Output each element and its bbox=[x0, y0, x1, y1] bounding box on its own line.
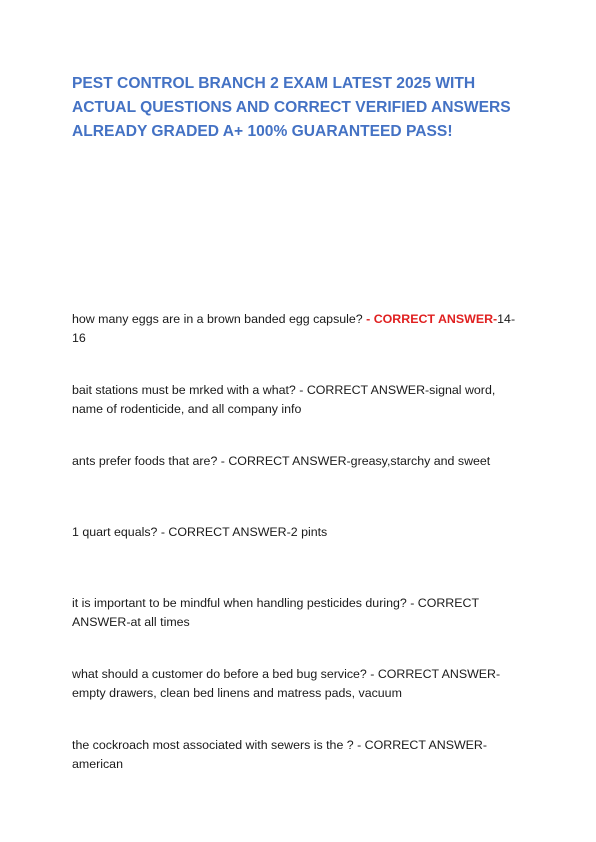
qa-question: what should a customer do before a bed bug service? bbox=[72, 667, 367, 681]
qa-question: the cockroach most associated with sewers is the ? bbox=[72, 738, 354, 752]
qa-answer: empty drawers, clean bed linens and matress pads, vacuum bbox=[72, 685, 402, 700]
qa-item bbox=[72, 665, 528, 702]
qa-answer-marker: - CORRECT ANSWER- bbox=[295, 383, 430, 397]
qa-answer: at all times bbox=[130, 614, 190, 629]
qa-question: 1 quart equals? bbox=[72, 525, 158, 539]
qa-list bbox=[72, 310, 528, 807]
qa-answer: american bbox=[72, 756, 123, 771]
qa-answer-marker: - CORRECT ANSWER- bbox=[157, 525, 291, 539]
qa-answer: greasy,starchy and sweet bbox=[350, 454, 491, 468]
qa-answer-marker: - CORRECT ANSWER- bbox=[72, 596, 479, 629]
qa-answer: 14-16 bbox=[72, 312, 516, 345]
qa-question: ants prefer foods that are? bbox=[72, 454, 218, 468]
qa-answer-marker-highlighted: - CORRECT ANSWER- bbox=[362, 312, 498, 326]
qa-item bbox=[72, 594, 528, 631]
qa-item bbox=[72, 310, 528, 347]
qa-question: it is important to be mindful when handling pesticides during? bbox=[72, 596, 407, 610]
qa-answer-marker: - CORRECT ANSWER- bbox=[353, 738, 487, 752]
qa-answer: signal word, name of rodenticide, and all company info bbox=[72, 383, 496, 416]
document-title: PEST CONTROL BRANCH 2 EXAM LATEST 2025 WITH ACTUAL QUESTIONS AND CORRECT VERIFIED ANSWERS ALREADY GRADED A+ 100% GUARANTEED PASS! bbox=[72, 75, 511, 140]
qa-item bbox=[72, 736, 528, 773]
qa-question: bait stations must be mrked with a what? bbox=[72, 383, 296, 397]
qa-item bbox=[72, 452, 528, 489]
qa-item bbox=[72, 523, 528, 560]
qa-answer-marker: - CORRECT ANSWER- bbox=[217, 454, 351, 468]
qa-answer-marker: - CORRECT ANSWER- bbox=[366, 667, 501, 681]
qa-item bbox=[72, 381, 528, 418]
qa-question: how many eggs are in a brown banded egg capsule? bbox=[72, 312, 363, 326]
qa-answer: 2 pints bbox=[290, 525, 328, 539]
